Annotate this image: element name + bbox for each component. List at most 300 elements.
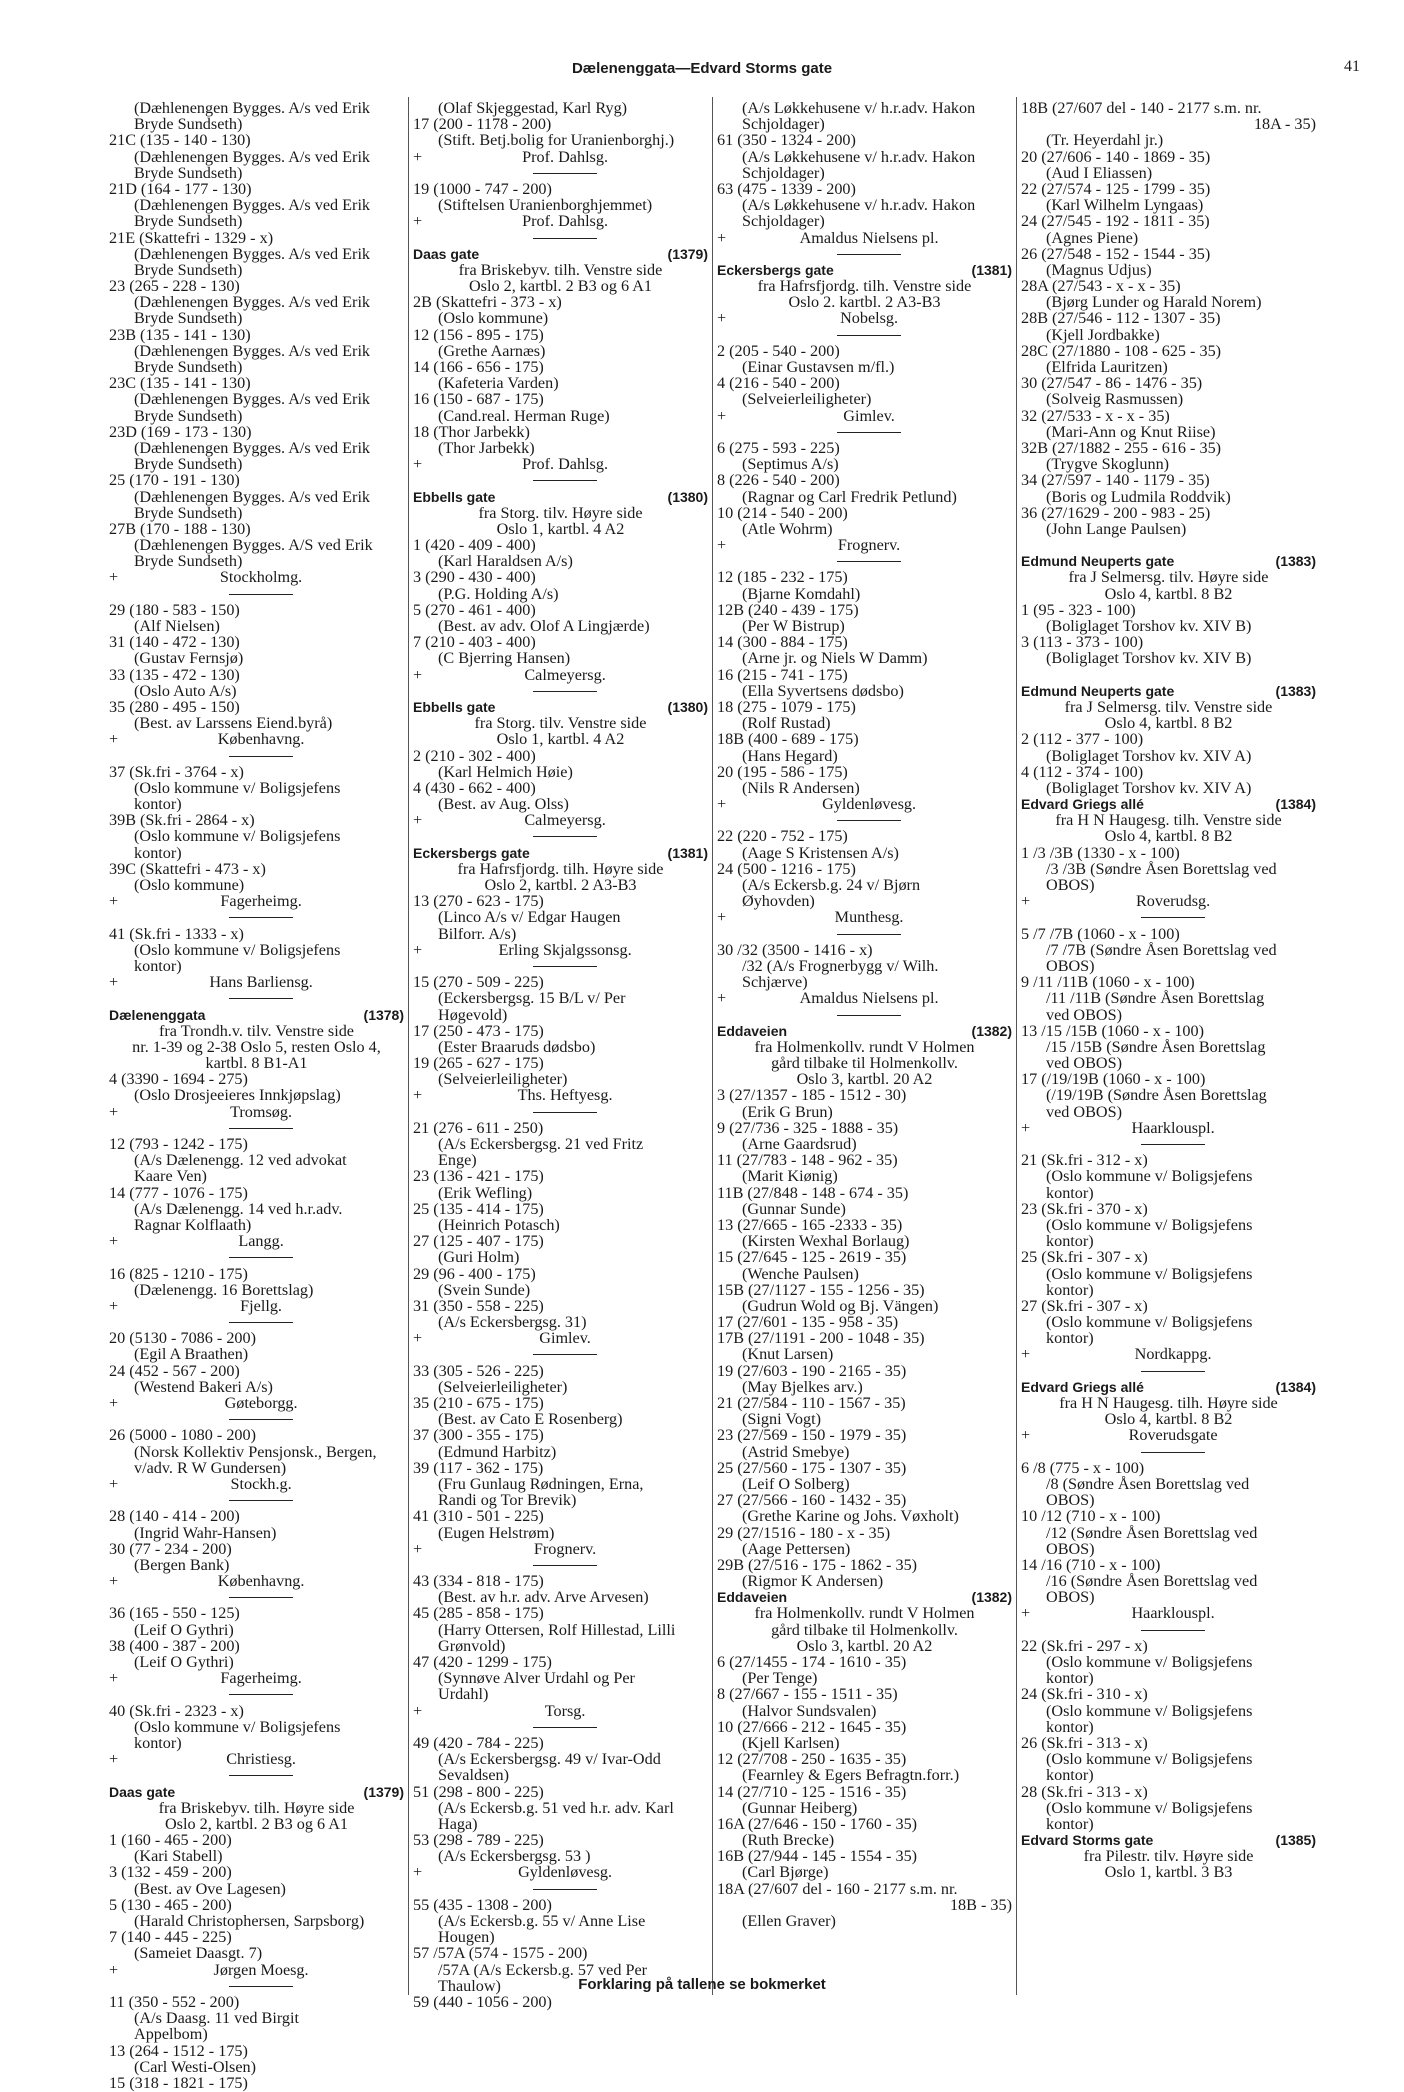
cross-street-name: Prof. Dahlsg. xyxy=(522,455,609,474)
owner-line: (Tr. Heyerdahl jr.) xyxy=(1046,131,1164,150)
owner-line: (Nils R Andersen) xyxy=(742,778,860,797)
owner-line: Bryde Sundseth) xyxy=(134,260,243,279)
address-entry: 9 (27/736 - 325 - 1888 - 35) xyxy=(717,1118,899,1137)
address-entry: 27 (Sk.fri - 307 - x) xyxy=(1021,1296,1148,1315)
owner-line: Thaulow) xyxy=(438,1976,501,1995)
address-entry: 12 (27/708 - 250 - 1635 - 35) xyxy=(717,1750,907,1769)
cross-street-name: Københavng. xyxy=(217,730,305,749)
address-entry: 11B (27/848 - 148 - 674 - 35) xyxy=(717,1183,909,1202)
plus-sign: + xyxy=(717,228,727,247)
plus-sign: + xyxy=(1021,892,1031,911)
owner-line: (Gunnar Heiberg) xyxy=(742,1798,858,1817)
owner-line: Schjoldager) xyxy=(742,115,825,134)
owner-line: (Dæhlenengen Bygges. A/S ved Erik xyxy=(134,536,373,555)
cross-street-name: Københavng. xyxy=(217,1572,305,1591)
section-rule xyxy=(413,230,708,246)
cross-street-name: Haarklouspl. xyxy=(1131,1118,1215,1137)
owner-line: (Kjell Karlsen) xyxy=(742,1733,840,1752)
cross-street-row xyxy=(717,537,1012,553)
address-entry: 23 (Sk.fri - 370 - x) xyxy=(1021,1199,1148,1218)
owner-line: (Oslo kommune v/ Boligsjefens xyxy=(1046,1798,1253,1817)
spacer xyxy=(1021,537,1316,553)
address-entry: 21E (Skattefri - 1329 - x) xyxy=(109,228,274,247)
address-entry: 20 (5130 - 7086 - 200) xyxy=(109,1329,257,1348)
street-name: Eckersbergs gate xyxy=(413,844,530,861)
owner-line: (A/s Løkkehusene v/ h.r.adv. Hakon xyxy=(742,196,976,215)
cross-street-row xyxy=(109,1395,404,1411)
street-heading xyxy=(717,1589,1012,1605)
plus-sign: + xyxy=(1021,1118,1031,1137)
address-entry: 32 (27/533 - x - x - 35) xyxy=(1021,406,1170,425)
owner-line: Bilforr. A/s) xyxy=(438,924,517,943)
address-entry: 27B (170 - 188 - 130) xyxy=(109,519,251,538)
street-name: Daas gate xyxy=(413,245,480,262)
column-divider xyxy=(408,97,409,1995)
owner-line: (Westend Bakeri A/s) xyxy=(134,1377,273,1396)
address-entry: 21D (164 - 177 - 130) xyxy=(109,179,252,198)
street-description: gård tilbake til Holmenkollv. xyxy=(771,1054,958,1073)
owner-line: (Grethe Karine og Johs. Vøxholt) xyxy=(742,1507,959,1526)
address-entry: 4 (430 - 662 - 400) xyxy=(413,778,536,797)
owner-line: (A/s Daasg. 11 ved Birgit xyxy=(134,2009,300,2028)
cross-street-row xyxy=(717,310,1012,326)
address-entry: 33 (135 - 472 - 130) xyxy=(109,665,240,684)
address-entry: 55 (435 - 1308 - 200) xyxy=(413,1895,552,1914)
owner-line: (Stiftelsen Uranienborghjemmet) xyxy=(438,196,653,215)
page-title: Dælenenggata—Edvard Storms gate xyxy=(571,60,833,77)
street-description: Oslo 4, kartbl. 8 B2 xyxy=(1104,1410,1233,1429)
address-entry: 11 (27/783 - 148 - 962 - 35) xyxy=(717,1151,898,1170)
street-heading xyxy=(413,845,708,861)
address-entry: 40 (Sk.fri - 2323 - x) xyxy=(109,1701,244,1720)
owner-line: Randi og Tor Brevik) xyxy=(438,1491,577,1510)
owner-line: kontor) xyxy=(1046,1717,1094,1736)
section-rule xyxy=(1021,1444,1316,1460)
owner-line: (Synnøve Alver Urdahl og Per xyxy=(438,1669,635,1688)
address-entry: 35 (210 - 675 - 175) xyxy=(413,1394,544,1412)
address-entry: 1 (420 - 409 - 400) xyxy=(413,536,536,555)
owner-line: (Dæhlenengen Bygges. A/s ved Erik xyxy=(134,293,371,312)
street-name: Eddaveien xyxy=(717,1022,788,1039)
owner-line: (Olaf Skjeggestad, Karl Ryg) xyxy=(438,99,628,117)
address-entry: 18 (275 - 1079 - 175) xyxy=(717,697,856,716)
owner-line: /8 (Søndre Åsen Borettslag ved xyxy=(1046,1474,1250,1493)
owner-line: OBOS) xyxy=(1046,876,1095,894)
owner-line: (Selveierleiligheter) xyxy=(438,1377,568,1396)
plus-sign: + xyxy=(109,1669,119,1688)
owner-line: (Knut Larsen) xyxy=(742,1345,834,1364)
address-entry: 5 /7 /7B (1060 - x - 100) xyxy=(1021,924,1180,943)
owner-line: (Fru Gunlaug Rødningen, Erna, xyxy=(438,1474,644,1493)
cross-street-name: Torsg. xyxy=(544,1701,586,1720)
street-heading xyxy=(1021,553,1316,569)
street-number: (1379) xyxy=(667,245,708,262)
section-rule xyxy=(109,1314,404,1330)
plus-sign: + xyxy=(413,940,423,959)
owner-line: (A/s Eckersbergsg. 21 ved Fritz xyxy=(438,1135,644,1153)
owner-line: (Karl Wilhelm Lyngaas) xyxy=(1046,196,1204,215)
owner-line: (Dælenengg. 16 Borettslag) xyxy=(134,1280,314,1299)
plus-sign: + xyxy=(109,1394,119,1412)
street-heading xyxy=(1021,1379,1316,1395)
address-entry: 2 (205 - 540 - 200) xyxy=(717,341,840,360)
plus-sign: + xyxy=(1021,1345,1031,1364)
cross-street-row xyxy=(109,1233,404,1249)
address-entry: 17 (250 - 473 - 175) xyxy=(413,1021,544,1040)
address-entry: 14 (300 - 884 - 175) xyxy=(717,633,848,652)
owner-line: kontor) xyxy=(1046,1232,1094,1251)
cross-street-name: Erling Skjalgssonsg. xyxy=(498,940,632,959)
owner-line: kontor) xyxy=(1046,1814,1094,1833)
owner-line: /57A (A/s Eckersb.g. 57 ved Per xyxy=(438,1960,648,1979)
plus-sign: + xyxy=(109,973,119,992)
address-entry: 17 (/19/19B (1060 - x - 100) xyxy=(1021,1070,1206,1089)
street-name: Ebbells gate xyxy=(413,698,496,715)
street-number: (1379) xyxy=(363,1783,404,1800)
owner-line: (Oslo kommune v/ Boligsjefens xyxy=(1046,1313,1253,1332)
owner-line: (John Lange Paulsen) xyxy=(1046,519,1187,538)
street-name: Eckersbergs gate xyxy=(717,261,834,278)
street-description: fra Storg. tilv. Venstre side xyxy=(474,714,647,733)
cross-street-row xyxy=(1021,1346,1316,1362)
address-entry: 28B (27/546 - 112 - 1307 - 35) xyxy=(1021,309,1221,328)
street-description: fra Storg. tilv. Høyre side xyxy=(478,503,643,522)
owner-line: (Edmund Harbitz) xyxy=(438,1442,557,1461)
plus-sign: + xyxy=(109,1960,119,1979)
owner-line: (Sameiet Daasgt. 7) xyxy=(134,1944,263,1963)
owner-line: (A/s Løkkehusene v/ h.r.adv. Hakon xyxy=(742,147,976,166)
address-entry: 3 (113 - 373 - 100) xyxy=(1021,633,1144,652)
owner-line: kontor) xyxy=(134,956,182,975)
cross-street-name: Langg. xyxy=(238,1232,284,1251)
cross-street-row xyxy=(413,1703,708,1719)
owner-line: (P.G. Holding A/s) xyxy=(438,584,559,603)
owner-line: (A/s Eckersb.g. 24 v/ Bjørn xyxy=(742,876,921,894)
owner-line: (Carl Westi-Olsen) xyxy=(134,2057,257,2076)
street-heading xyxy=(1021,796,1316,812)
owner-line: (Boris og Ludmila Roddvik) xyxy=(1046,487,1231,506)
street-description: fra Holmenkollv. rundt V Holmen xyxy=(754,1037,975,1056)
owner-line: (Best. av Cato E Rosenberg) xyxy=(438,1410,623,1429)
address-entry: 2B (Skattefri - 373 - x) xyxy=(413,293,562,312)
address-entry: 28 (140 - 414 - 200) xyxy=(109,1507,240,1526)
cross-street-name: Prof. Dahlsg. xyxy=(522,147,609,166)
owner-line: Schjærve) xyxy=(742,973,808,992)
owner-line: (Carl Bjørge) xyxy=(742,1863,829,1882)
address-entry: 22 (220 - 752 - 175) xyxy=(717,827,848,846)
plus-sign: + xyxy=(717,989,727,1008)
address-entry: 12B (240 - 439 - 175) xyxy=(717,600,859,619)
owner-line: /15 /15B (Søndre Åsen Borettslag xyxy=(1046,1037,1266,1056)
plus-sign: + xyxy=(109,1102,119,1121)
address-entry: 34 (27/597 - 140 - 1179 - 35) xyxy=(1021,471,1210,490)
address-entry: 6 (275 - 593 - 225) xyxy=(717,438,840,457)
address-entry: 1 (95 - 323 - 100) xyxy=(1021,600,1136,619)
owner-line: Bryde Sundseth) xyxy=(134,455,243,474)
street-description: fra J Selmersg. tilv. Venstre side xyxy=(1064,697,1273,716)
street-number: (1383) xyxy=(1275,682,1316,699)
address-entry: 15 (270 - 509 - 225) xyxy=(413,973,544,992)
address-entry: 53 (298 - 789 - 225) xyxy=(413,1831,544,1850)
address-entry: 51 (298 - 800 - 225) xyxy=(413,1782,544,1801)
street-number: (1381) xyxy=(971,261,1012,278)
plus-sign: + xyxy=(1021,1426,1031,1445)
cross-street-row xyxy=(1021,893,1316,909)
address-entry: 31 (140 - 472 - 130) xyxy=(109,633,240,652)
address-entry: 29B (27/516 - 175 - 1862 - 35) xyxy=(717,1555,918,1574)
address-entry: 41 (Sk.fri - 1333 - x) xyxy=(109,924,244,943)
owner-line: (Bergen Bank) xyxy=(134,1555,230,1574)
owner-line: kontor) xyxy=(1046,1280,1094,1299)
street-description: Oslo 2. kartbl. 2 A3-B3 xyxy=(788,293,941,312)
cross-street-row xyxy=(109,731,404,747)
owner-line: /32 (A/s Frognerbygg v/ Wilh. xyxy=(742,956,939,975)
address-entry: 37 (300 - 355 - 175) xyxy=(413,1426,544,1445)
owner-line: (Boliglaget Torshov kv. XIV B) xyxy=(1046,617,1252,635)
cross-street-name: Gyldenløvesg. xyxy=(822,795,917,814)
street-description: fra Hafrsfjordg. tilh. Venstre side xyxy=(757,277,972,296)
owner-line: (A/s Eckersb.g. 51 ved h.r. adv. Karl xyxy=(438,1798,674,1817)
column-divider xyxy=(712,97,713,1995)
section-rule xyxy=(413,1719,708,1735)
address-entry: 57 /57A (574 - 1575 - 200) xyxy=(413,1944,588,1963)
owner-line: (Elfrida Lauritzen) xyxy=(1046,358,1168,376)
owner-line: (Dæhlenengen Bygges. A/s ved Erik xyxy=(134,390,371,409)
owner-line: Sevaldsen) xyxy=(438,1766,510,1785)
section-rule xyxy=(109,586,404,602)
address-entry: 38 (400 - 387 - 200) xyxy=(109,1636,240,1655)
street-name: Daas gate xyxy=(109,1783,176,1800)
owner-line: (Cand.real. Herman Ruge) xyxy=(438,406,610,425)
address-entry: 31 (350 - 558 - 225) xyxy=(413,1296,544,1315)
section-rule xyxy=(717,926,1012,942)
address-entry: 15 (318 - 1821 - 175) xyxy=(109,2073,248,2092)
section-rule xyxy=(413,1346,708,1362)
owner-line: (Oslo kommune v/ Boligsjefens xyxy=(1046,1653,1253,1671)
address-entry: 39 (117 - 362 - 175) xyxy=(413,1458,544,1477)
street-description: Oslo 2, kartbl. 2 A3-B3 xyxy=(484,876,637,894)
plus-sign: + xyxy=(717,309,727,328)
address-entry: 10 /12 (710 - x - 100) xyxy=(1021,1507,1161,1526)
section-rule xyxy=(717,1007,1012,1023)
owner-line: (Oslo kommune) xyxy=(134,876,245,894)
owner-line: Schjoldager) xyxy=(742,212,825,231)
address-entry: 19 (265 - 627 - 175) xyxy=(413,1054,544,1073)
owner-line: (Oslo kommune v/ Boligsjefens xyxy=(134,1717,341,1736)
plus-sign: + xyxy=(413,1539,423,1558)
street-number: (1382) xyxy=(971,1589,1012,1606)
address-entry: 23 (265 - 228 - 130) xyxy=(109,277,240,296)
owner-line: Bryde Sundseth) xyxy=(134,552,243,571)
street-number: (1382) xyxy=(971,1022,1012,1039)
street-heading xyxy=(413,246,708,262)
cross-street-row xyxy=(413,1864,708,1880)
owner-line: (Gudrun Wold og Bj. Vängen) xyxy=(742,1296,939,1315)
street-number: (1384) xyxy=(1275,796,1316,813)
owner-line: (Boliglaget Torshov kv. XIV A) xyxy=(1046,778,1252,797)
owner-line: kontor) xyxy=(134,1733,182,1752)
section-rule xyxy=(109,1249,404,1265)
owner-line: /11 /11B (Søndre Åsen Borettslag xyxy=(1046,989,1265,1008)
owner-line: (Oslo kommune v/ Boligsjefens xyxy=(1046,1264,1253,1283)
owner-line: OBOS) xyxy=(1046,956,1095,975)
section-rule xyxy=(109,1686,404,1702)
address-entry: 20 (27/606 - 140 - 1869 - 35) xyxy=(1021,147,1211,166)
address-entry: 7 (140 - 445 - 225) xyxy=(109,1928,232,1947)
address-entry: 24 (500 - 1216 - 175) xyxy=(717,859,856,878)
street-description: Oslo 1, kartbl. 4 A2 xyxy=(496,730,625,749)
cross-street-row xyxy=(717,230,1012,246)
owner-line: kontor) xyxy=(134,795,182,814)
street-description: fra Trondh.v. tilv. Venstre side xyxy=(159,1021,354,1040)
owner-line: (Oslo Auto A/s) xyxy=(134,681,237,700)
owner-line: (Best. av Aug. Olss) xyxy=(438,795,569,814)
owner-line: (A/s Dælenengg. 14 ved h.r.adv. xyxy=(134,1199,343,1218)
street-name: Eddaveien xyxy=(717,1589,788,1606)
plus-sign: + xyxy=(413,1086,423,1105)
owner-line: (Kafeteria Varden) xyxy=(438,374,559,393)
cross-street-row xyxy=(109,1573,404,1589)
owner-line: Appelbom) xyxy=(134,2025,208,2044)
address-entry: 36 (165 - 550 - 125) xyxy=(109,1604,240,1623)
owner-line: (Ingrid Wahr-Hansen) xyxy=(134,1523,277,1542)
address-entry: 30 (27/547 - 86 - 1476 - 35) xyxy=(1021,374,1203,393)
address-entry: 47 (420 - 1299 - 175) xyxy=(413,1653,552,1671)
plus-sign: + xyxy=(413,665,423,684)
address-entry: 14 /16 (710 - x - 100) xyxy=(1021,1555,1161,1574)
page-header xyxy=(0,56,1404,82)
address-entry: 45 (285 - 858 - 175) xyxy=(413,1604,544,1623)
owner-line: (Eckersbergsg. 15 B/L v/ Per xyxy=(438,989,626,1008)
cross-street-name: Jørgen Moesg. xyxy=(213,1960,309,1979)
address-entry: 1 /3 /3B (1330 - x - 100) xyxy=(1021,843,1180,862)
address-entry: 33 (305 - 526 - 225) xyxy=(413,1361,544,1380)
address-entry: 41 (310 - 501 - 225) xyxy=(413,1507,544,1526)
address-entry: 13 (264 - 1512 - 175) xyxy=(109,2041,248,2060)
owner-line: Bryde Sundseth) xyxy=(134,212,243,231)
owner-line: (Eugen Helstrøm) xyxy=(438,1523,555,1542)
owner-line: (Leif O Gythri) xyxy=(134,1653,234,1671)
address-entry: 18B (27/607 del - 140 - 2177 s.m. nr. xyxy=(1021,99,1262,117)
section-rule xyxy=(1021,1136,1316,1152)
owner-line: (Norsk Kollektiv Pensjonsk., Bergen, xyxy=(134,1442,377,1461)
address-entry: 1 (160 - 465 - 200) xyxy=(109,1831,232,1850)
address-entry: 10 (27/666 - 212 - 1645 - 35) xyxy=(717,1717,907,1736)
plus-sign: + xyxy=(413,811,423,830)
section-rule xyxy=(109,1589,404,1605)
section-rule xyxy=(413,1881,708,1897)
continuation-line: 18B - 35) xyxy=(949,1895,1012,1914)
address-entry: 13 (270 - 623 - 175) xyxy=(413,892,544,911)
owner-line: Bryde Sundseth) xyxy=(134,358,243,376)
owner-line: (Dæhlenengen Bygges. A/s ved Erik xyxy=(134,196,371,215)
owner-line: (Grethe Aarnæs) xyxy=(438,341,546,360)
owner-line: /16 (Søndre Åsen Borettslag ved xyxy=(1046,1572,1258,1591)
address-entry: 28A (27/543 - x - x - 35) xyxy=(1021,277,1181,296)
owner-line: (Per W Bistrup) xyxy=(742,617,845,635)
address-entry: 61 (350 - 1324 - 200) xyxy=(717,131,856,150)
owner-line: (Per Tenge) xyxy=(742,1669,818,1688)
address-entry: 36 (27/1629 - 200 - 983 - 25) xyxy=(1021,503,1211,522)
owner-line: OBOS) xyxy=(1046,1491,1095,1510)
address-entry: 14 (777 - 1076 - 175) xyxy=(109,1183,248,1202)
continuation-line: 18A - 35) xyxy=(1253,115,1316,134)
owner-line: (Erik Wefling) xyxy=(438,1183,533,1202)
plus-sign: + xyxy=(717,795,727,814)
address-entry: 16A (27/646 - 150 - 1760 - 35) xyxy=(717,1814,918,1833)
section-rule xyxy=(1021,909,1316,925)
address-entry: 28 (Sk.fri - 313 - x) xyxy=(1021,1782,1148,1801)
section-rule xyxy=(717,246,1012,262)
street-description: kartbl. 8 B1-A1 xyxy=(205,1054,308,1073)
owner-line: (Bjørg Lunder og Harald Norem) xyxy=(1046,293,1262,312)
plus-sign: + xyxy=(413,1863,423,1882)
street-heading xyxy=(109,1784,404,1800)
address-entry: 23D (169 - 173 - 130) xyxy=(109,422,252,441)
cross-street-row xyxy=(413,812,708,828)
owner-line: (Ragnar og Carl Fredrik Petlund) xyxy=(742,487,957,506)
owner-line: (Mari-Ann og Knut Riise) xyxy=(1046,422,1216,441)
address-entry: 13 (27/665 - 165 -2333 - 35) xyxy=(717,1215,903,1234)
cross-street-row xyxy=(109,1104,404,1120)
address-entry: 3 (290 - 430 - 400) xyxy=(413,568,536,587)
owner-line: (Svein Sunde) xyxy=(438,1280,531,1299)
street-description: fra H N Haugesg. tilh. Venstre side xyxy=(1055,811,1282,830)
section-rule xyxy=(717,553,1012,569)
owner-line: (Dæhlenengen Bygges. A/s ved Erik xyxy=(134,244,371,263)
owner-line: (Ellen Graver) xyxy=(742,1912,836,1930)
address-entry: 63 (475 - 1339 - 200) xyxy=(717,179,856,198)
owner-line: v/adv. R W Gundersen) xyxy=(134,1458,287,1477)
owner-line: (Linco A/s v/ Edgar Haugen xyxy=(438,908,621,927)
owner-line: Bryde Sundseth) xyxy=(134,115,243,134)
cross-street-row xyxy=(109,1476,404,1492)
street-description: fra J Selmersg. tilv. Høyre side xyxy=(1068,568,1269,587)
owner-line: (Oslo kommune v/ Boligsjefens xyxy=(1046,1701,1253,1720)
street-description: Oslo 2, kartbl. 2 B3 og 6 A1 xyxy=(468,277,652,296)
address-entry: 13 /15 /15B (1060 - x - 100) xyxy=(1021,1021,1204,1040)
plus-sign: + xyxy=(413,1701,423,1720)
address-entry: 6 (27/1455 - 174 - 1610 - 35) xyxy=(717,1653,907,1671)
cross-street-row xyxy=(717,796,1012,812)
owner-line: (Signi Vogt) xyxy=(742,1410,822,1429)
cross-street-row xyxy=(109,569,404,585)
address-entry: 21 (27/584 - 110 - 1567 - 35) xyxy=(717,1394,906,1412)
cross-street-name: Amaldus Nielsens pl. xyxy=(799,228,939,247)
cross-street-row xyxy=(1021,1427,1316,1443)
address-entry: 21C (135 - 140 - 130) xyxy=(109,131,251,150)
owner-line: (A/s Eckersbergsg. 31) xyxy=(438,1313,587,1332)
owner-line: Urdahl) xyxy=(438,1685,489,1704)
plus-sign: + xyxy=(109,1474,119,1493)
plus-sign: + xyxy=(717,536,727,555)
cross-street-name: Stockholmg. xyxy=(219,568,303,587)
owner-line: (Selveierleiligheter) xyxy=(438,1070,568,1089)
street-name: Dælenenggata xyxy=(109,1006,206,1023)
address-entry: 39C (Skattefri - 473 - x) xyxy=(109,859,266,878)
owner-line: (Atle Wohrm) xyxy=(742,519,833,538)
owner-line: Enge) xyxy=(438,1151,477,1170)
owner-line: (Oslo kommune v/ Boligsjefens xyxy=(134,827,341,846)
address-entry: 29 (27/1516 - 180 - x - 35) xyxy=(717,1523,891,1542)
cross-street-name: Fagerheimg. xyxy=(220,892,302,911)
section-rule xyxy=(1021,1622,1316,1638)
owner-line: (Gunnar Sunde) xyxy=(742,1199,846,1218)
address-entry: 24 (27/545 - 192 - 1811 - 35) xyxy=(1021,212,1210,231)
cross-street-name: Roverudsg. xyxy=(1135,892,1211,911)
plus-sign: + xyxy=(109,730,119,749)
section-rule xyxy=(413,472,708,488)
